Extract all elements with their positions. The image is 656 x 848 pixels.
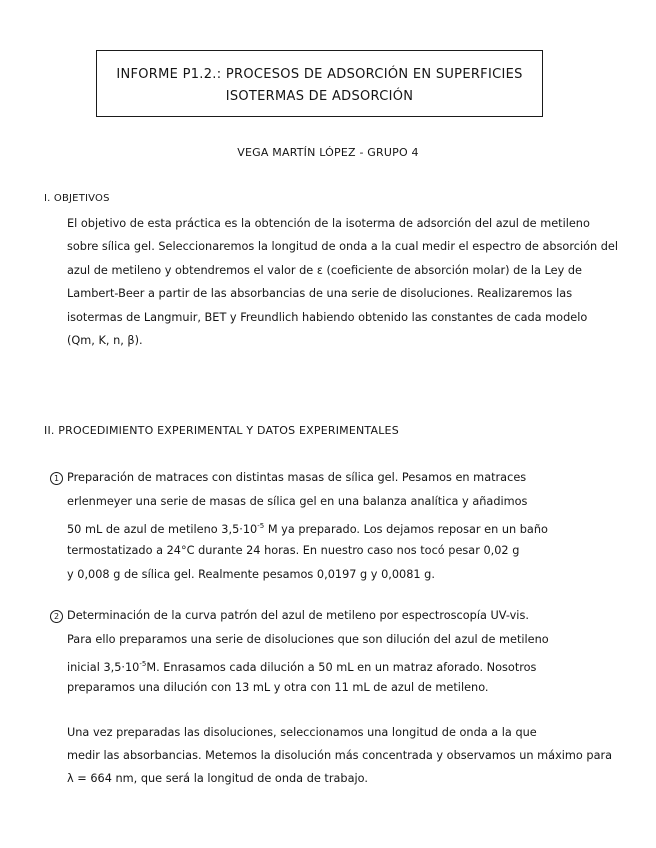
text-fragment: 50 mL de azul de metileno 3,5·10 <box>67 522 258 536</box>
text-line: Lambert-Beer a partir de las absorbancias de una serie de disoluciones. Realizaremos las <box>67 287 573 300</box>
text-line: preparamos una dilución con 13 mL y otra con 11 mL de azul de metileno. <box>67 681 489 694</box>
section-heading-objetivos: I. OBJETIVOS <box>44 193 110 204</box>
text-line <box>67 657 536 675</box>
text-line: medir las absorbancias. Metemos la disolución más concentrada y observamos un máximo para <box>67 749 613 762</box>
text-line: Una vez preparadas las disoluciones, seleccionamos una longitud de onda a la que <box>67 726 537 739</box>
text-line: azul de metileno y obtendremos el valor de ε (coeficiente de absorción molar) de la Ley de <box>67 264 582 277</box>
text-line: (Qm, K, n, β). <box>67 334 143 347</box>
report-subtitle: ISOTERMAS DE ADSORCIÓN <box>225 89 414 104</box>
text-fragment: M. Enrasamos cada dilución a 50 mL en un matraz aforado. Nosotros <box>146 660 537 674</box>
text-line: y 0,008 g de sílica gel. Realmente pesamos 0,0197 g y 0,0081 g. <box>67 568 435 581</box>
text-line: Preparación de matraces con distintas masas de sílica gel. Pesamos en matraces <box>67 471 527 484</box>
step-number-circle: 2 <box>50 610 63 623</box>
section-heading-procedimiento: II. PROCEDIMIENTO EXPERIMENTAL Y DATOS EXPERIMENTALES <box>44 424 399 437</box>
text-line: sobre sílica gel. Seleccionaremos la longitud de onda a la cual medir el espectro de absorción del <box>67 240 619 253</box>
text-line: isotermas de Langmuir, BET y Freundlich habiendo obtenido las constantes de cada modelo <box>67 311 588 324</box>
text-line: erlenmeyer una serie de masas de sílica gel en una balanza analítica y añadimos <box>67 495 528 508</box>
exponent: -5 <box>257 522 265 530</box>
text-line: λ = 664 nm, que será la longitud de onda de trabajo. <box>67 772 368 785</box>
text-line <box>67 519 548 537</box>
author-line: VEGA MARTÍN LÓPEZ - GRUPO 4 <box>237 146 419 159</box>
report-title: INFORME P1.2.: PROCESOS DE ADSORCIÓN EN SUPERFICIES <box>116 67 523 82</box>
exponent: -5 <box>139 660 147 668</box>
text-line: El objetivo de esta práctica es la obtención de la isoterma de adsorción del azul de metileno <box>67 217 590 230</box>
text-line: Determinación de la curva patrón del azul de metileno por espectroscopía UV-vis. <box>67 609 529 622</box>
text-fragment: M ya preparado. Los dejamos reposar en un baño <box>267 522 548 536</box>
text-line: Para ello preparamos una serie de disoluciones que son dilución del azul de metileno <box>67 633 549 646</box>
text-fragment: inicial 3,5·10 <box>67 660 140 674</box>
step-number-circle: 1 <box>50 472 63 485</box>
text-line: termostatizado a 24°C durante 24 horas. En nuestro caso nos tocó pesar 0,02 g <box>67 544 520 557</box>
title-box <box>96 50 543 117</box>
